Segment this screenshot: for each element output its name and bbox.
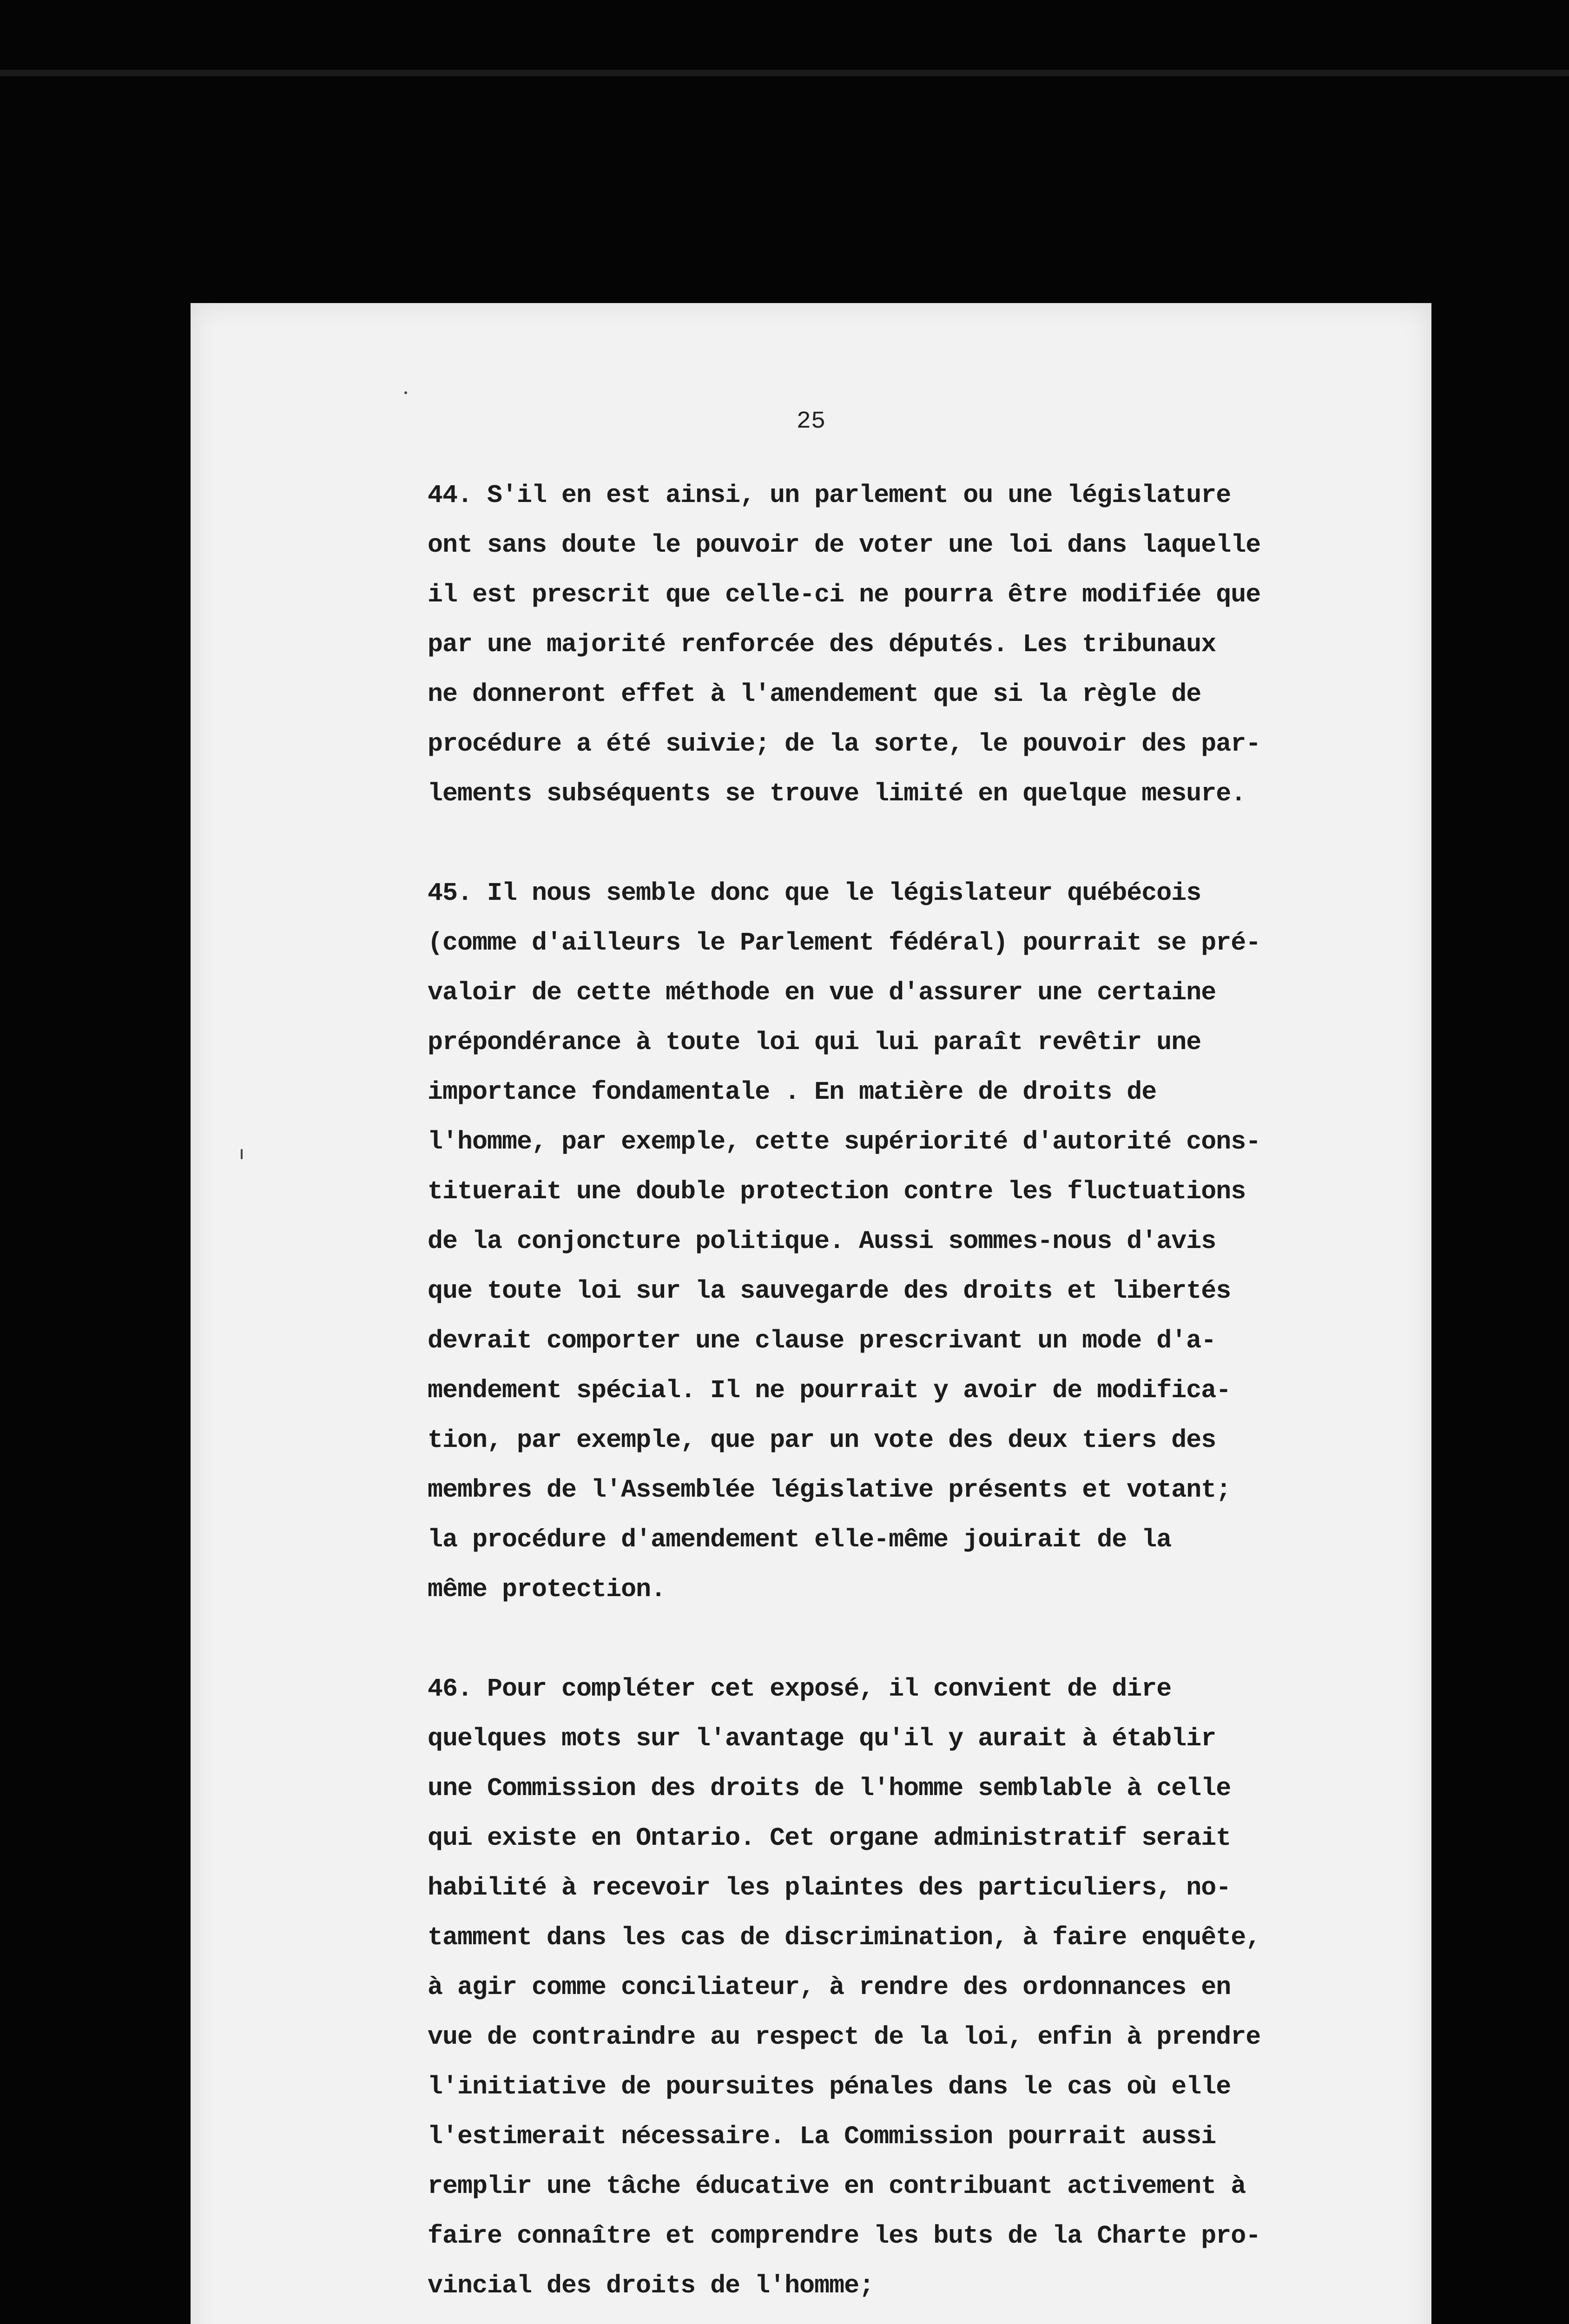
text-line: tamment dans les cas de discrimination, à faire enquête, bbox=[428, 1923, 1261, 1952]
text-line: importance fondamentale . En matière de droits de bbox=[428, 1077, 1157, 1107]
text-line: il est prescrit que celle-ci ne pourra être modifiée que bbox=[428, 580, 1261, 609]
text-line: faire connaître et comprendre les buts de la Charte pro- bbox=[428, 2221, 1261, 2251]
text-line: valoir de cette méthode en vue d'assurer une certaine bbox=[428, 978, 1216, 1007]
document-page bbox=[191, 303, 1431, 2324]
text-line: membres de l'Assemblée législative présents et votant; bbox=[428, 1475, 1231, 1505]
text-line: que toute loi sur la sauvegarde des droits et libertés bbox=[428, 1276, 1231, 1306]
text-line: 44. S'il en est ainsi, un parlement ou une législature bbox=[428, 481, 1231, 510]
text-line: 45. Il nous semble donc que le législateur québécois bbox=[428, 878, 1201, 908]
text-line: ont sans doute le pouvoir de voter une loi dans laquelle bbox=[428, 530, 1261, 560]
text-line: l'initiative de poursuites pénales dans le cas où elle bbox=[428, 2072, 1231, 2101]
text-line: vue de contraindre au respect de la loi, enfin à prendre bbox=[428, 2022, 1261, 2052]
text-line: la procédure d'amendement elle-même jouirait de la bbox=[428, 1525, 1172, 1554]
text-line: tion, par exemple, que par un vote des deux tiers des bbox=[428, 1426, 1216, 1455]
text-line: tituerait une double protection contre les fluctuations bbox=[428, 1177, 1246, 1206]
text-line: même protection. bbox=[428, 1575, 666, 1604]
text-line: l'estimerait nécessaire. La Commission pourrait aussi bbox=[428, 2122, 1216, 2151]
text-line: à agir comme conciliateur, à rendre des ordonnances en bbox=[428, 1973, 1231, 2002]
stray-mark bbox=[241, 1149, 243, 1159]
paragraph-46 bbox=[428, 1664, 1306, 2311]
text-line: devrait comporter une clause prescrivant un mode d'a- bbox=[428, 1326, 1216, 1355]
text-line: quelques mots sur l'avantage qu'il y aurait à établir bbox=[428, 1724, 1216, 1753]
text-line: vincial des droits de l'homme; bbox=[428, 2271, 874, 2300]
text-line: de la conjoncture politique. Aussi sommes-nous d'avis bbox=[428, 1227, 1216, 1256]
stray-mark bbox=[404, 391, 407, 394]
text-line: lements subséquents se trouve limité en quelque mesure. bbox=[428, 779, 1246, 808]
film-edge bbox=[0, 70, 1569, 76]
text-line: habilité à recevoir les plaintes des particuliers, no- bbox=[428, 1873, 1231, 1902]
paragraph-44 bbox=[428, 470, 1306, 819]
page-number: 25 bbox=[796, 408, 826, 435]
text-line: ne donneront effet à l'amendement que si la règle de bbox=[428, 680, 1201, 709]
text-line: qui existe en Ontario. Cet organe administratif serait bbox=[428, 1823, 1231, 1853]
text-line: 46. Pour compléter cet exposé, il convient de dire bbox=[428, 1674, 1172, 1703]
body-text bbox=[428, 470, 1306, 2311]
text-line: procédure a été suivie; de la sorte, le pouvoir des par- bbox=[428, 729, 1261, 759]
text-line: (comme d'ailleurs le Parlement fédéral) pourrait se pré- bbox=[428, 928, 1261, 957]
text-line: mendement spécial. Il ne pourrait y avoir de modifica- bbox=[428, 1376, 1231, 1405]
text-line: une Commission des droits de l'homme semblable à celle bbox=[428, 1774, 1231, 1803]
text-line: remplir une tâche éducative en contribuant activement à bbox=[428, 2172, 1246, 2201]
text-line: l'homme, par exemple, cette supériorité d'autorité cons- bbox=[428, 1127, 1261, 1156]
text-line: par une majorité renforcée des députés. Les tribunaux bbox=[428, 630, 1216, 659]
paragraph-45 bbox=[428, 868, 1306, 1614]
text-line: prépondérance à toute loi qui lui paraît revêtir une bbox=[428, 1028, 1201, 1057]
